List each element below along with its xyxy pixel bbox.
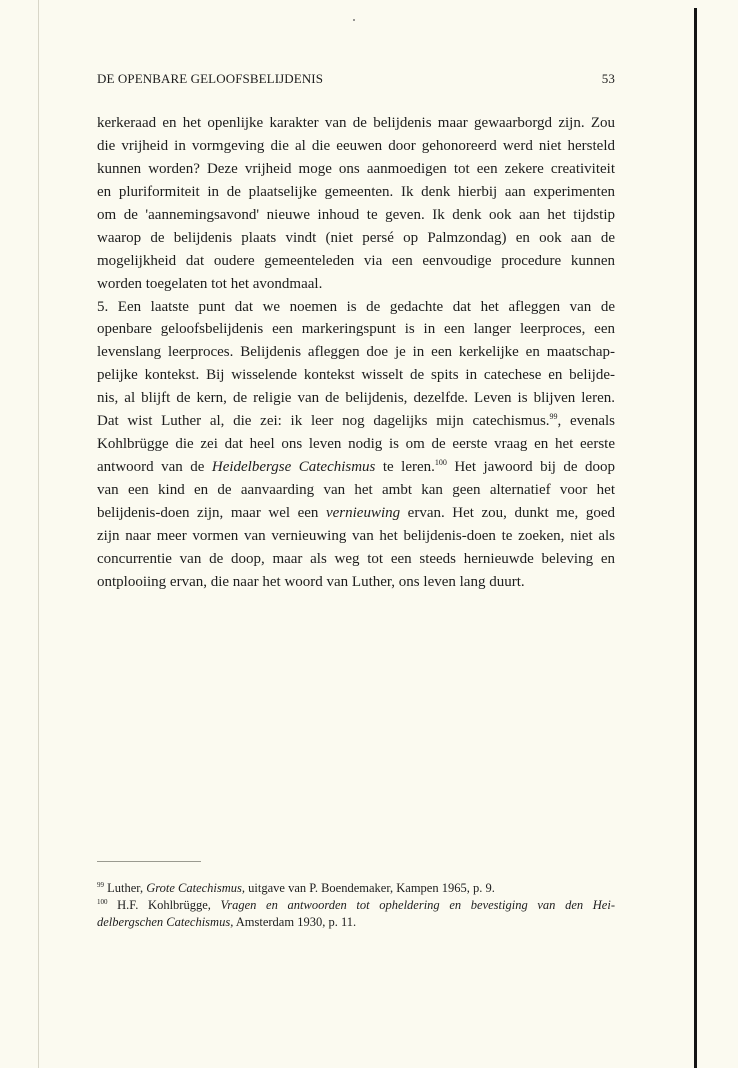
body-line (97, 502, 615, 525)
body-line: pelijke kontekst. Bij wisselende kontekst wisselt de spits in catechese en belijde- (97, 367, 615, 384)
body-line: 5. Een laatste punt dat we noemen is de gedachte dat het afleggen van de (97, 298, 615, 315)
body-line: van een kind en de aanvaarding van het ambt kan geen alternatief voor het (97, 482, 615, 498)
running-head-title: DE OPENBARE GELOOFSBELIJDENIS (97, 71, 324, 86)
body-line: concurrentie van de doop, maar als weg tot een steeds hernieuwde beleving en (97, 550, 615, 567)
body-line-text: belijdenis-doen zijn, maar wel een (97, 504, 326, 521)
body-line-text: antwoord van de (97, 459, 212, 476)
body-line: waarop de belijdenis plaats vindt (niet persé op Palmzondag) en ook aan de (97, 229, 615, 246)
footnote-title-italic: delbergschen Catechismus, (97, 915, 234, 929)
footnotes (97, 880, 615, 931)
footnote-ref-99: 99 (549, 412, 558, 422)
emphasis-italic: vernieuwing (325, 504, 401, 521)
body-line: kunnen worden? Deze vrijheid moge ons aanmoedigen tot een zekere creativiteit (97, 160, 615, 177)
footnote-number: 99 (97, 881, 104, 889)
body-line: kerkeraad en het openlijke karakter van de belijdenis maar gewaarborgd zijn. Zou (97, 115, 615, 131)
body-line: zijn naar meer vormen van vernieuwing van het belijdenis-doen te zoeken, niet als (97, 527, 615, 544)
footnote-99 (97, 880, 615, 897)
body-line: mogelijkheid dat oudere gemeenteleden via een eenvoudige procedure kunnen (97, 252, 615, 269)
footnote-100-continuation (97, 914, 615, 931)
body-text (97, 112, 615, 594)
footnote-text: Luther, (104, 881, 147, 895)
footnote-number: 100 (97, 898, 108, 906)
body-line-text-tail: Het jawoord bij de doop (446, 459, 615, 476)
body-line-text-after: , evenals (557, 413, 615, 430)
body-line: worden toegelaten tot het avondmaal. (97, 275, 323, 292)
footnote-title-italic: Grote Catechismus, (146, 881, 246, 895)
page-right-edge (694, 8, 697, 1068)
body-line: die vrijheid in vormgeving die al die eeuwen door gehonoreerd werd niet hersteld (97, 137, 615, 154)
body-line: levenslang leerproces. Belijdenis afleggen doe je in een kerkelijke en maatschap- (97, 344, 615, 361)
body-line: Kohlbrügge die zei dat heel ons leven nodig is om de eerste vraag en het eerste (97, 436, 615, 453)
body-line-text: Dat wist Luther al, die zei: ik leer nog dagelijks mijn catechismus. (97, 413, 550, 430)
body-line: nis, al blijft de kern, de religie van de belijdenis, dezelfde. Leven is blijven leren. (97, 390, 615, 407)
book-title-italic: Heidelbergse Catechismus (211, 459, 376, 476)
footnote-text-after: uitgave van P. Boendemaker, Kampen 1965, p. 9. (245, 881, 495, 895)
footnote-text-after: Amsterdam 1930, p. 11. (233, 915, 357, 929)
body-line: en pluriformiteit in de plaatselijke gemeenten. Ik denk hierbij aan experimenten (97, 183, 615, 200)
footnote-ref-100: 100 (434, 458, 447, 468)
body-line-text-after: te leren. (375, 459, 435, 476)
body-line-text-after: ervan. Het zou, dunkt me, goed (400, 504, 615, 521)
body-line: openbare geloofsbelijdenis een markeringspunt is in een langer leerproces, een (97, 321, 615, 338)
running-head (97, 71, 615, 89)
footnote-text: H.F. Kohlbrügge, (107, 898, 221, 912)
body-line (97, 456, 615, 479)
page-number: 53 (601, 71, 615, 86)
footnote-separator (97, 861, 201, 862)
body-line: om de 'aannemingsavond' nieuwe inhoud te geven. Ik denk ook aan het tijdstip (97, 206, 615, 223)
body-line: ontplooiing ervan, die naar het woord van Luther, ons leven lang duurt. (97, 573, 525, 590)
scan-speck (353, 19, 355, 21)
footnote-title-italic: Vragen en antwoorden tot opheldering en bevestiging van den Hei- (220, 898, 615, 912)
footnote-100 (97, 897, 615, 914)
body-line (97, 410, 615, 433)
page-gutter-line (38, 0, 39, 1068)
